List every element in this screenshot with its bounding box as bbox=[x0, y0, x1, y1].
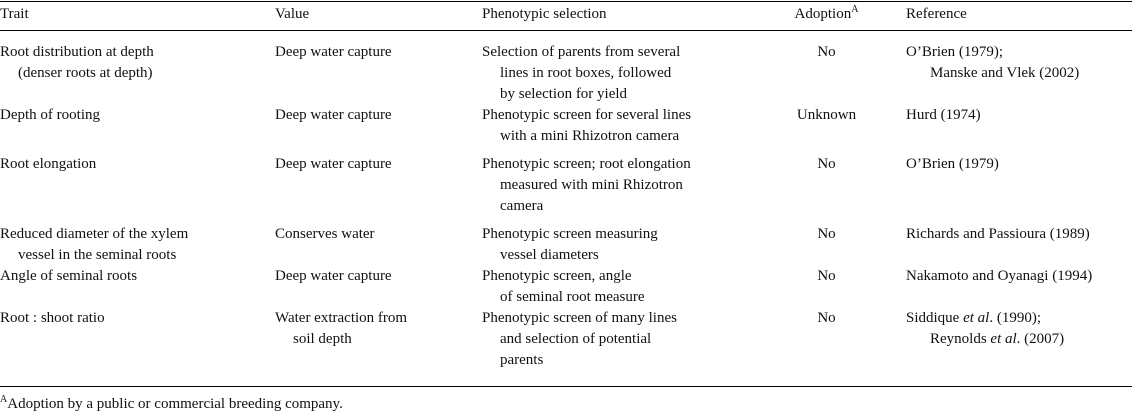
cell-reference: Hurd (1974) bbox=[906, 107, 981, 123]
cell-reference: O’Brien (1979); Manske and Vlek (2002) bbox=[906, 44, 1080, 81]
table-row bbox=[0, 154, 1132, 224]
cell-adoption: Unknown bbox=[796, 107, 857, 123]
table-row bbox=[0, 105, 1132, 154]
cell-selection: Phenotypic screen, angle of seminal root measure bbox=[482, 268, 645, 305]
col-header-value: Value bbox=[275, 6, 310, 22]
cell-selection: Phenotypic screen of many lines and selection of potential parents bbox=[482, 310, 677, 368]
cell-adoption: No bbox=[817, 268, 836, 284]
cell-trait: Root : shoot ratio bbox=[0, 310, 105, 326]
cell-selection: Phenotypic screen; root elongation measured with mini Rhizotron camera bbox=[482, 156, 691, 214]
cell-value: Conserves water bbox=[275, 226, 375, 242]
cell-reference: Nakamoto and Oyanagi (1994) bbox=[906, 268, 1093, 284]
table-row bbox=[0, 266, 1132, 308]
footnote-text: Adoption by a public or commercial breeding company. bbox=[7, 396, 343, 412]
table-row bbox=[0, 308, 1132, 371]
cell-reference: O’Brien (1979) bbox=[906, 156, 999, 172]
cell-adoption: No bbox=[817, 226, 836, 242]
table-row bbox=[0, 224, 1132, 266]
header-row bbox=[0, 4, 1132, 30]
cell-value: Deep water capture bbox=[275, 107, 392, 123]
cell-trait: Reduced diameter of the xylem vessel in the seminal roots bbox=[0, 226, 189, 263]
reference-line: Siddique et al. (1990); bbox=[906, 310, 1042, 326]
cell-trait: Angle of seminal roots bbox=[0, 268, 138, 284]
col-header-trait: Trait bbox=[0, 6, 29, 22]
reference-line: Reynolds et al. (2007) bbox=[930, 331, 1065, 347]
cell-reference bbox=[906, 308, 1132, 371]
cell-adoption: No bbox=[817, 156, 836, 172]
cell-adoption: No bbox=[817, 44, 836, 60]
col-header-selection: Phenotypic selection bbox=[482, 6, 607, 22]
cell-value: Deep water capture bbox=[275, 156, 392, 172]
cell-selection: Selection of parents from several lines in root boxes, followed by selection for yield bbox=[482, 44, 681, 102]
cell-value: Deep water capture bbox=[275, 268, 392, 284]
cell-value: Water extraction from soil depth bbox=[275, 310, 408, 347]
cell-selection: Phenotypic screen for several lines with a mini Rhizotron camera bbox=[482, 107, 692, 144]
col-header-adoption bbox=[747, 4, 906, 30]
col-header-reference: Reference bbox=[906, 6, 967, 22]
adoption-label: Adoption bbox=[794, 6, 852, 22]
cell-trait: Depth of rooting bbox=[0, 107, 100, 123]
cell-adoption: No bbox=[817, 310, 836, 326]
bottom-rule bbox=[0, 386, 1132, 387]
cell-value: Deep water capture bbox=[275, 44, 392, 60]
cell-selection: Phenotypic screen measuring vessel diameters bbox=[482, 226, 658, 263]
top-rule bbox=[0, 1, 1132, 2]
cell-reference: Richards and Passioura (1989) bbox=[906, 226, 1090, 242]
adoption-footnote-mark: A bbox=[851, 4, 859, 15]
footnote-mark: A bbox=[0, 394, 8, 405]
table-footnote bbox=[0, 394, 343, 415]
cell-trait: Root distribution at depth (denser roots at depth) bbox=[0, 44, 154, 81]
traits-table bbox=[0, 4, 1132, 371]
cell-trait: Root elongation bbox=[0, 156, 97, 172]
table-row bbox=[0, 30, 1132, 105]
